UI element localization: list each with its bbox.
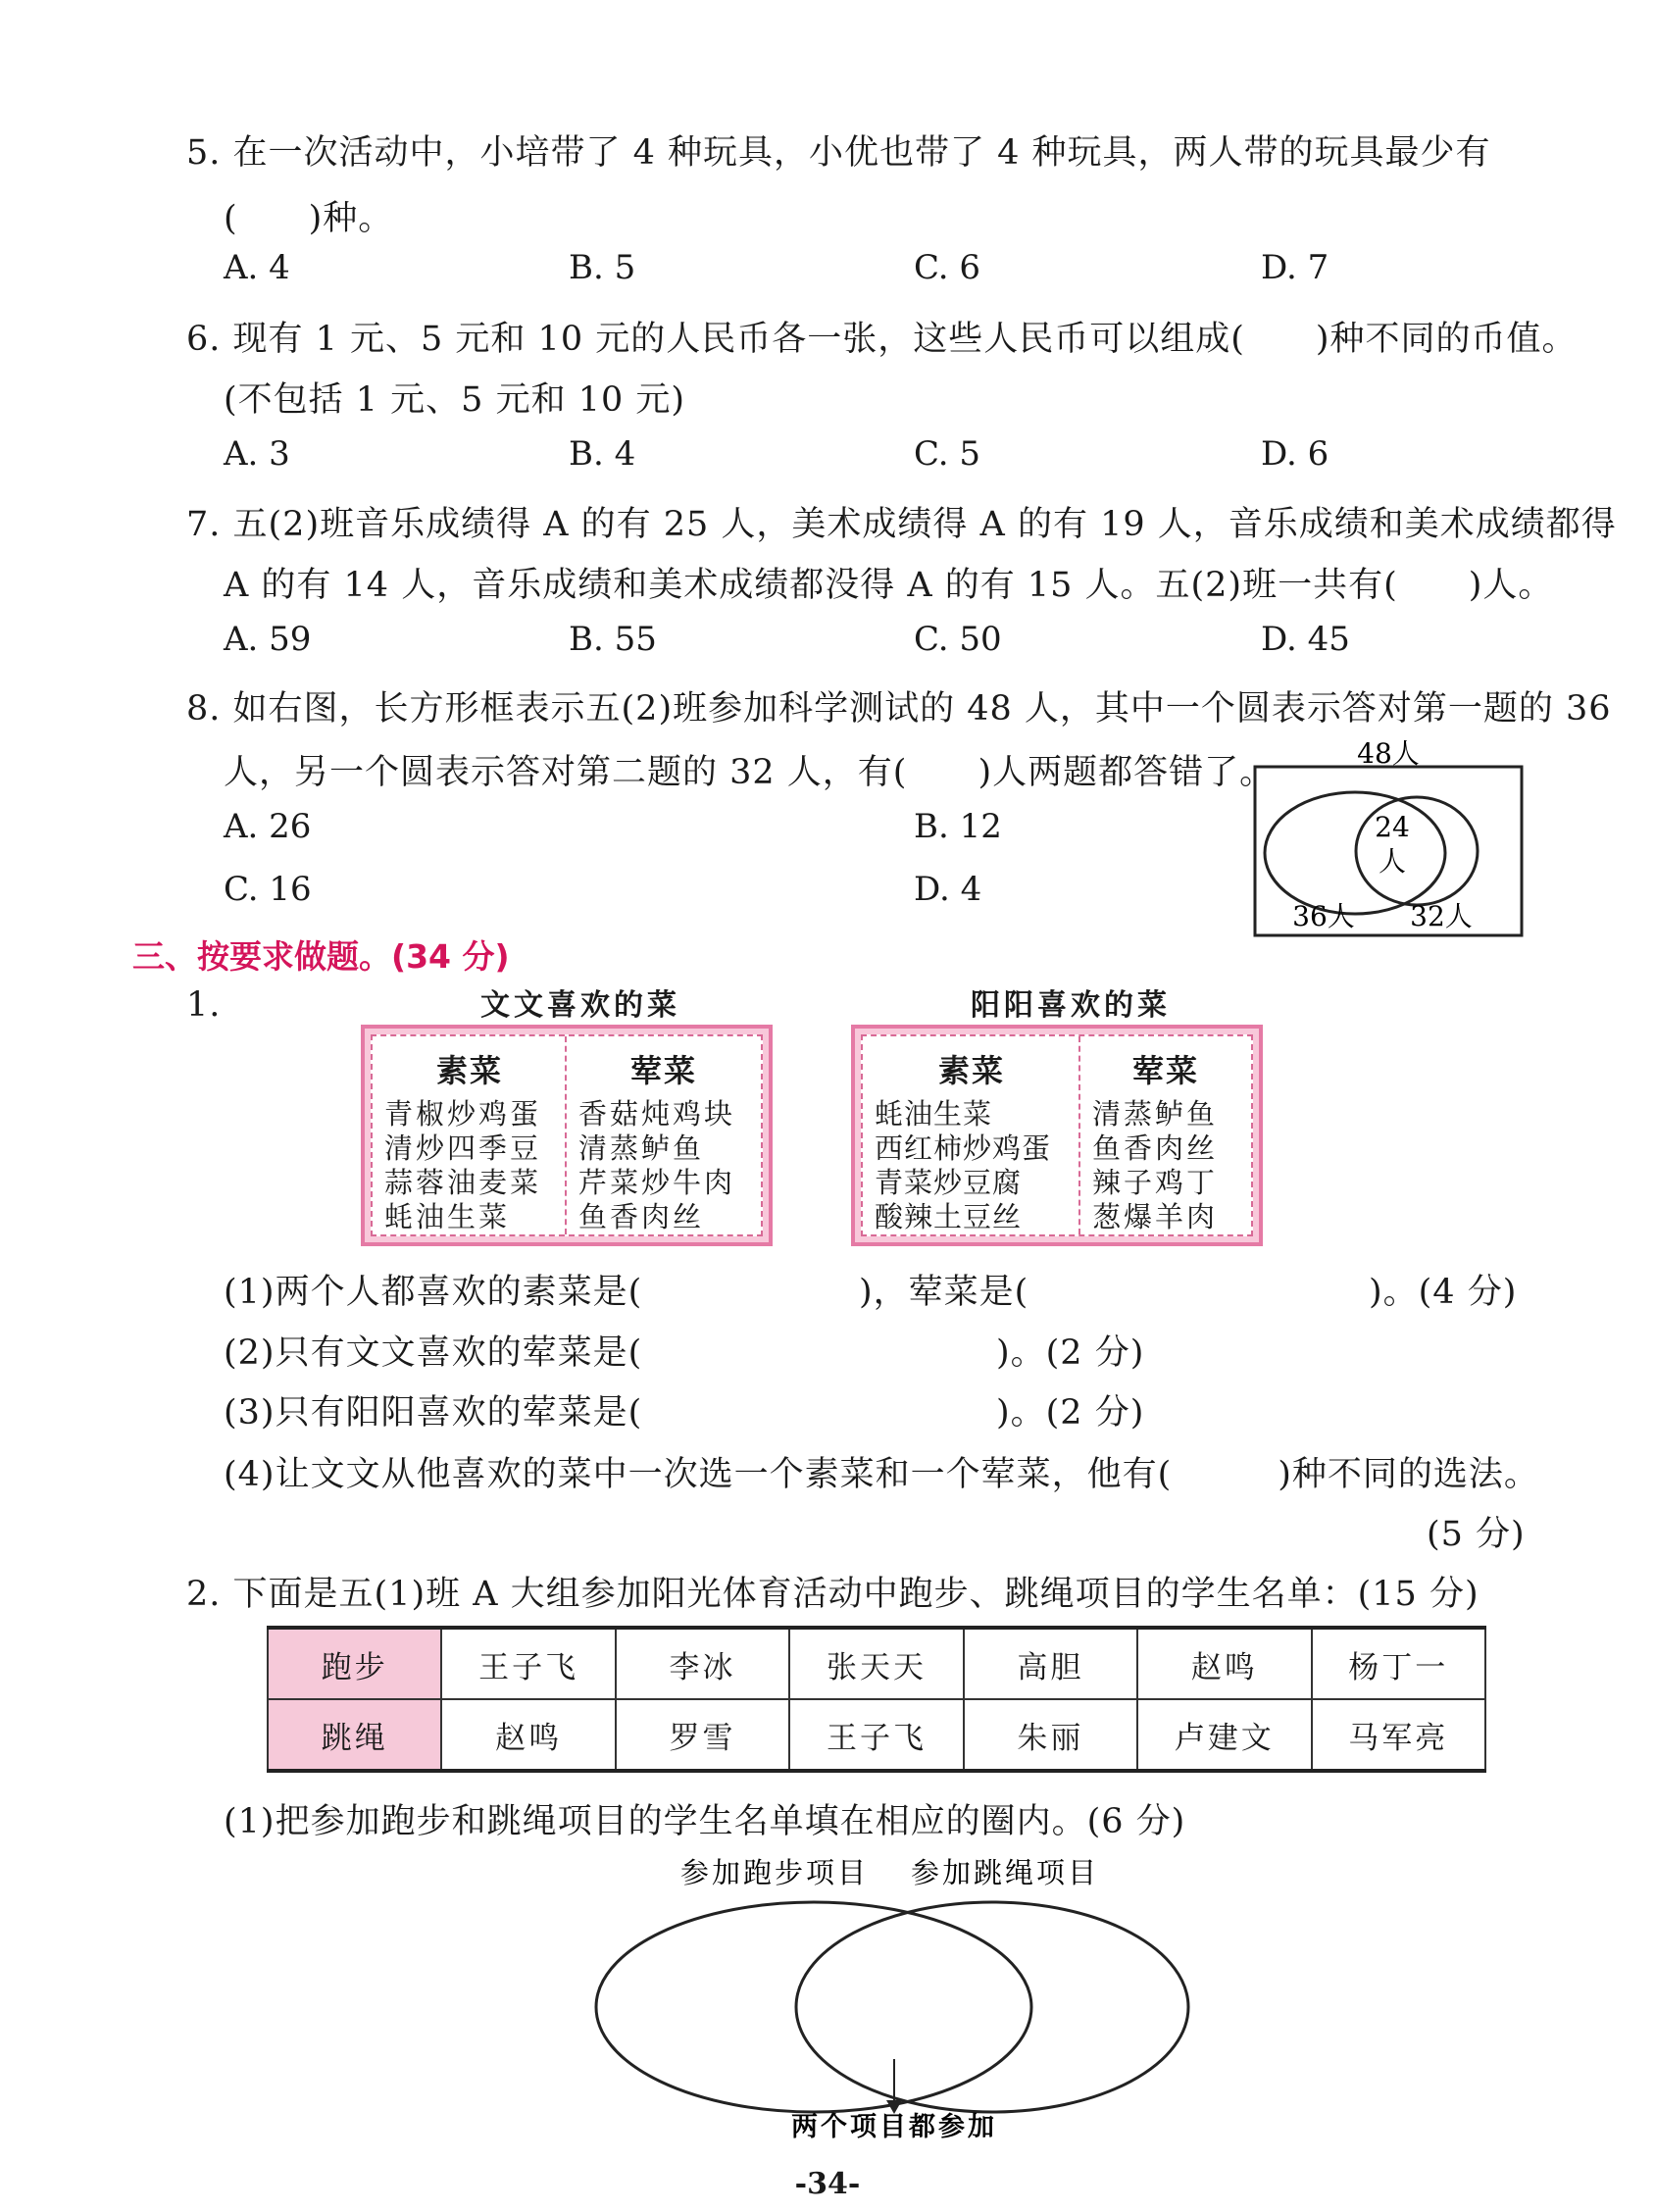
yangyang-veg-item: 酸辣土豆丝 xyxy=(875,1200,1023,1233)
q5-option-b: B. 5 xyxy=(569,248,636,287)
q6-option-b: B. 4 xyxy=(569,434,636,474)
wenwen-meat-item: 芹菜炒牛肉 xyxy=(578,1166,736,1199)
wenwen-caption: 文文喜欢的菜 xyxy=(480,988,680,1023)
p1-sub2-part1: (2)只有文文喜欢的荤菜是( xyxy=(224,1333,643,1373)
yangyang-meat-item: 鱼香肉丝 xyxy=(1092,1131,1219,1165)
q6-option-a: A. 3 xyxy=(224,434,290,474)
p1-sub2-part2: )。(2 分) xyxy=(996,1333,1145,1373)
p1-sub1-part1: (1)两个人都喜欢的素菜是( xyxy=(224,1273,643,1312)
q6-line2: (不包括 1 元、5 元和 10 元) xyxy=(224,380,686,420)
q7-line2: A 的有 14 人，音乐成绩和美术成绩都没得 A 的有 15 人。五(2)班一共有( )人。 xyxy=(224,566,1554,605)
p1-sub1-part3: )。(4 分) xyxy=(1369,1273,1518,1312)
wenwen-meat-column xyxy=(567,1036,761,1234)
q6-line1: 6. 现有 1 元、5 元和 10 元的人民币各一张，这些人民币可以组成( )种不同的币值。 xyxy=(186,320,1578,359)
yangyang-meat-item: 葱爆羊肉 xyxy=(1092,1200,1219,1233)
wenwen-veg-item: 蚝油生菜 xyxy=(384,1200,511,1233)
q8-option-d: D. 4 xyxy=(914,870,982,909)
q6-option-d: D. 6 xyxy=(1261,434,1329,474)
q8-label-overlap-unit: 人 xyxy=(1378,845,1407,878)
q7-option-c: C. 50 xyxy=(914,620,1002,659)
venn-circle-jump-rope xyxy=(796,1902,1188,2112)
yangyang-veg-item: 青菜炒豆腐 xyxy=(875,1166,1023,1199)
yangyang-meat-item: 辣子鸡丁 xyxy=(1092,1166,1219,1199)
p2-venn-svg xyxy=(588,1843,1226,2147)
table-cell: 赵鸣 xyxy=(441,1699,615,1771)
venn-label-running: 参加跑步项目 xyxy=(679,1856,870,1889)
wenwen-veg-item: 清炒四季豆 xyxy=(384,1131,542,1165)
table-row xyxy=(268,1628,1485,1699)
q8-option-b: B. 12 xyxy=(914,807,1002,846)
wenwen-meat-item: 清蒸鲈鱼 xyxy=(578,1131,705,1165)
wenwen-meat-item: 鱼香肉丝 xyxy=(578,1200,705,1233)
table-cell: 卢建文 xyxy=(1137,1699,1311,1771)
q5-line2: ( )种。 xyxy=(224,199,394,238)
q8-label-total: 48人 xyxy=(1357,737,1420,770)
wenwen-veg-column xyxy=(373,1036,567,1234)
table-cell: 罗雪 xyxy=(616,1699,789,1771)
yangyang-veg-head: 素菜 xyxy=(937,1052,1005,1089)
table-cell: 杨丁一 xyxy=(1312,1628,1485,1699)
q5-line1: 5. 在一次活动中，小培带了 4 种玩具，小优也带了 4 种玩具，两人带的玩具最少有 xyxy=(186,133,1491,173)
q8-line1: 8. 如右图，长方形框表示五(2)班参加科学测试的 48 人，其中一个圆表示答对第一题的 36 xyxy=(186,689,1612,729)
row-head-running: 跑步 xyxy=(268,1628,441,1699)
yangyang-veg-item: 蚝油生菜 xyxy=(875,1097,993,1131)
venn-circle-running xyxy=(596,1902,1031,2112)
q8-venn-svg xyxy=(1245,735,1530,941)
row-head-jump-rope: 跳绳 xyxy=(268,1699,441,1771)
p1-sub3-part2: )。(2 分) xyxy=(996,1393,1145,1433)
p1-number: 1. xyxy=(186,985,222,1025)
q8-option-c: C. 16 xyxy=(224,870,312,909)
section3-title: 三、按要求做题。(34 分) xyxy=(132,937,510,976)
q8-line2: 人，另一个圆表示答对第二题的 32 人，有( )人两题都答错了。 xyxy=(224,753,1276,792)
p1-sub3-part1: (3)只有阳阳喜欢的荤菜是( xyxy=(224,1393,643,1433)
q5-option-d: D. 7 xyxy=(1261,248,1329,287)
yangyang-veg-item: 西红柿炒鸡蛋 xyxy=(875,1131,1052,1165)
venn-label-jump-rope: 参加跳绳项目 xyxy=(910,1856,1100,1889)
q8-option-a: A. 26 xyxy=(224,807,312,846)
q8-label-right: 32人 xyxy=(1410,900,1473,932)
yangyang-menu-card xyxy=(851,1025,1263,1246)
q5-option-c: C. 6 xyxy=(914,248,981,287)
sports-roster-table xyxy=(267,1626,1486,1773)
table-cell: 高胆 xyxy=(964,1628,1137,1699)
yangyang-meat-head: 荤菜 xyxy=(1131,1052,1199,1089)
table-cell: 张天天 xyxy=(789,1628,963,1699)
wenwen-veg-item: 蒜蓉油麦菜 xyxy=(384,1166,542,1199)
wenwen-meat-head: 荤菜 xyxy=(629,1052,697,1089)
q8-venn-figure xyxy=(1245,735,1530,941)
p2-venn-figure xyxy=(588,1843,1226,2147)
wenwen-meat-item: 香菇炖鸡块 xyxy=(578,1097,736,1131)
table-cell: 朱丽 xyxy=(964,1699,1137,1771)
table-row xyxy=(268,1699,1485,1771)
table-cell: 王子飞 xyxy=(789,1699,963,1771)
p1-sub4: (4)让文文从他喜欢的菜中一次选一个素菜和一个荤菜，他有( )种不同的选法。 xyxy=(224,1455,1539,1494)
q7-option-a: A. 59 xyxy=(224,620,312,659)
q5-option-a: A. 4 xyxy=(224,248,290,287)
table-cell: 马军亮 xyxy=(1312,1699,1485,1771)
page-number: -34- xyxy=(794,2167,861,2201)
q7-option-b: B. 55 xyxy=(569,620,657,659)
yangyang-meat-item: 清蒸鲈鱼 xyxy=(1092,1097,1219,1131)
q7-option-d: D. 45 xyxy=(1261,620,1350,659)
table-cell: 赵鸣 xyxy=(1137,1628,1311,1699)
p2-intro: 2. 下面是五(1)班 A 大组参加阳光体育活动中跑步、跳绳项目的学生名单：(15 分) xyxy=(186,1575,1479,1614)
wenwen-veg-item: 青椒炒鸡蛋 xyxy=(384,1097,542,1131)
yangyang-caption: 阳阳喜欢的菜 xyxy=(971,988,1171,1023)
q8-label-left: 36人 xyxy=(1292,900,1355,932)
wenwen-menu-card xyxy=(361,1025,773,1246)
yangyang-meat-column xyxy=(1080,1036,1251,1234)
q6-option-c: C. 5 xyxy=(914,434,981,474)
wenwen-veg-head: 素菜 xyxy=(435,1052,503,1089)
q7-line1: 7. 五(2)班音乐成绩得 A 的有 25 人，美术成绩得 A 的有 19 人，音乐成绩和美术成绩都得 xyxy=(186,505,1617,544)
yangyang-veg-column xyxy=(863,1036,1080,1234)
q8-label-overlap-num: 24 xyxy=(1375,811,1410,843)
venn-label-both: 两个项目都参加 xyxy=(791,2112,997,2142)
p2-sub1: (1)把参加跑步和跳绳项目的学生名单填在相应的圈内。(6 分) xyxy=(224,1802,1186,1841)
p1-sub1-part2: )，荤菜是( xyxy=(859,1273,1029,1312)
table-cell: 王子飞 xyxy=(441,1628,615,1699)
table-cell: 李冰 xyxy=(616,1628,789,1699)
p1-sub4-score: (5 分) xyxy=(1427,1515,1526,1554)
